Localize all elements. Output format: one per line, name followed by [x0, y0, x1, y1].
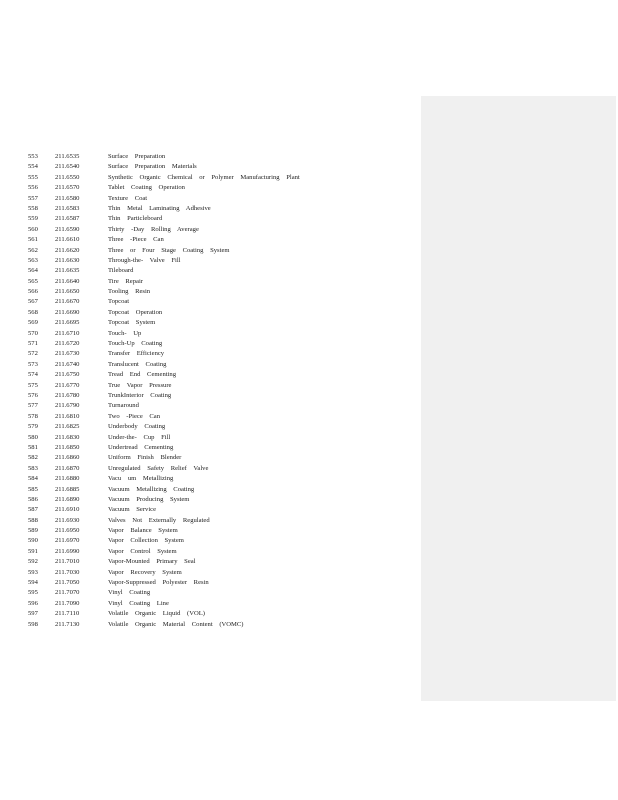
section-code: 211.6880 — [55, 475, 80, 483]
list-item — [0, 443, 420, 453]
defined-term: Vacuum Service — [108, 506, 157, 514]
list-item — [0, 412, 420, 422]
row-number: 582 — [28, 454, 38, 462]
defined-term: Texture Coat — [108, 194, 148, 202]
section-code: 211.6580 — [55, 194, 80, 202]
section-code: 211.6550 — [55, 173, 80, 181]
defined-term: Volatile Organic Liquid (VOL) — [108, 610, 205, 618]
defined-term: Tablet Coating Operation — [108, 184, 185, 192]
defined-term: Valves Not Externally Regulated — [108, 516, 210, 524]
section-code: 211.6695 — [55, 319, 80, 327]
row-number: 577 — [28, 402, 38, 410]
row-number: 555 — [28, 173, 38, 181]
row-number: 580 — [28, 433, 38, 441]
row-number: 597 — [28, 610, 38, 618]
section-code: 211.6720 — [55, 340, 80, 348]
defined-term: Undertread Cementing — [108, 443, 174, 451]
defined-term: Topcoat Operation — [108, 308, 163, 316]
defined-term: Vapor-Mounted Primary Seal — [108, 558, 196, 566]
defined-term: Vapor-Suppressed Polyester Resin — [108, 579, 209, 587]
row-number: 575 — [28, 381, 38, 389]
section-code: 211.6990 — [55, 547, 80, 555]
list-item — [0, 536, 420, 546]
section-code: 211.6540 — [55, 163, 80, 171]
list-item — [0, 391, 420, 401]
list-item — [0, 339, 420, 349]
row-number: 583 — [28, 464, 38, 472]
row-number: 558 — [28, 204, 38, 212]
list-item — [0, 422, 420, 432]
row-number: 567 — [28, 298, 38, 306]
list-item — [0, 516, 420, 526]
row-number: 562 — [28, 246, 38, 254]
defined-term: Vinyl Coating Line — [108, 599, 169, 607]
row-number: 553 — [28, 153, 38, 160]
list-item — [0, 152, 420, 162]
defined-term: Three -Piece Can — [108, 236, 164, 244]
defined-term: Topcoat — [108, 298, 130, 306]
list-item — [0, 329, 420, 339]
row-number: 579 — [28, 423, 38, 431]
section-code: 211.7090 — [55, 599, 80, 607]
row-number: 596 — [28, 599, 38, 607]
defined-term: Thirty -Day Rolling Average — [108, 225, 199, 233]
row-number: 576 — [28, 391, 38, 399]
list-item — [0, 433, 420, 443]
list-item — [0, 609, 420, 619]
section-code: 211.6740 — [55, 360, 80, 368]
defined-term: Transfer Efficiency — [108, 350, 165, 358]
defined-term: Topcoat System — [108, 319, 156, 327]
row-number: 584 — [28, 475, 38, 483]
section-code: 211.6583 — [55, 204, 80, 212]
section-code: 211.7050 — [55, 579, 80, 587]
defined-term: Unregulated Safety Relief Valve — [108, 464, 209, 472]
section-code: 211.6620 — [55, 246, 80, 254]
list-item — [0, 297, 420, 307]
list-item — [0, 318, 420, 328]
section-code: 211.6630 — [55, 256, 80, 264]
section-code: 211.6910 — [55, 506, 80, 514]
row-number: 588 — [28, 516, 38, 524]
section-code: 211.7010 — [55, 558, 80, 566]
row-number: 571 — [28, 340, 38, 348]
section-code: 211.6635 — [55, 267, 80, 275]
list-item — [0, 620, 420, 630]
row-number: 561 — [28, 236, 38, 244]
list-item — [0, 235, 420, 245]
list-item — [0, 381, 420, 391]
list-item — [0, 599, 420, 609]
row-number: 578 — [28, 412, 38, 420]
defined-term: Tooling Resin — [108, 288, 151, 296]
section-code: 211.6670 — [55, 298, 80, 306]
section-code: 211.6950 — [55, 527, 80, 535]
row-number: 587 — [28, 506, 38, 514]
section-code: 211.6570 — [55, 184, 80, 192]
list-item — [0, 401, 420, 411]
list-item — [0, 464, 420, 474]
defined-term: True Vapor Pressure — [108, 381, 172, 389]
section-code: 211.6690 — [55, 308, 80, 316]
list-item — [0, 505, 420, 515]
row-number: 591 — [28, 547, 38, 555]
defined-term: Synthetic Organic Chemical or Polymer Manufacturing Plant — [108, 173, 300, 181]
list-item — [0, 495, 420, 505]
list-item — [0, 246, 420, 256]
list-item — [0, 277, 420, 287]
section-code: 211.6590 — [55, 225, 80, 233]
section-code: 211.7070 — [55, 589, 80, 597]
list-item — [0, 308, 420, 318]
section-code: 211.6890 — [55, 495, 80, 503]
list-item — [0, 349, 420, 359]
defined-term: Three or Four Stage Coating System — [108, 246, 230, 254]
section-code: 211.6825 — [55, 423, 80, 431]
row-number: 581 — [28, 443, 38, 451]
section-code: 211.6850 — [55, 443, 80, 451]
row-number: 568 — [28, 308, 38, 316]
list-item — [0, 578, 420, 588]
row-number: 574 — [28, 371, 38, 379]
row-number: 572 — [28, 350, 38, 358]
list-item — [0, 183, 420, 193]
section-code: 211.6730 — [55, 350, 80, 358]
list-item — [0, 173, 420, 183]
row-number: 565 — [28, 277, 38, 285]
section-code: 211.6750 — [55, 371, 80, 379]
row-number: 560 — [28, 225, 38, 233]
row-number: 594 — [28, 579, 38, 587]
section-code: 211.6970 — [55, 537, 80, 545]
section-code: 211.6650 — [55, 288, 80, 296]
defined-term: Translucent Coating — [108, 360, 167, 368]
defined-term: Touch- Up — [108, 329, 142, 337]
list-item — [0, 474, 420, 484]
list-item — [0, 162, 420, 172]
row-number: 556 — [28, 184, 38, 192]
defined-term: Turnaround — [108, 402, 139, 410]
defined-term: Uniform Finish Blender — [108, 454, 182, 462]
row-number: 590 — [28, 537, 38, 545]
defined-term: Tileboard — [108, 267, 134, 275]
list-item — [0, 256, 420, 266]
section-code: 211.7110 — [55, 610, 80, 618]
defined-term: Thin Particleboard — [108, 215, 163, 223]
section-code: 211.6870 — [55, 464, 80, 472]
list-item — [0, 568, 420, 578]
section-code: 211.6770 — [55, 381, 80, 389]
row-number: 570 — [28, 329, 38, 337]
section-code: 211.6810 — [55, 412, 80, 420]
row-number: 559 — [28, 215, 38, 223]
list-item — [0, 547, 420, 557]
list-item — [0, 588, 420, 598]
defined-term: TrunkInterior Coating — [108, 391, 172, 399]
row-number: 589 — [28, 527, 38, 535]
list-item — [0, 225, 420, 235]
list-item — [0, 557, 420, 567]
defined-term: Vacuum Producing System — [108, 495, 190, 503]
defined-term: Under-the- Cup Fill — [108, 433, 171, 441]
list-item — [0, 287, 420, 297]
list-item — [0, 194, 420, 204]
defined-term: Volatile Organic Material Content (VOMC) — [108, 620, 244, 628]
row-number: 585 — [28, 485, 38, 493]
row-number: 557 — [28, 194, 38, 202]
defined-term: Underbody Coating — [108, 423, 166, 431]
row-number: 586 — [28, 495, 38, 503]
defined-term: Vapor Collection System — [108, 537, 184, 545]
list-item — [0, 214, 420, 224]
row-number: 566 — [28, 288, 38, 296]
definitions-list — [0, 152, 420, 630]
row-number: 563 — [28, 256, 38, 264]
defined-term: Tire Repair — [108, 277, 143, 285]
list-item — [0, 526, 420, 536]
list-item — [0, 360, 420, 370]
section-code: 211.6930 — [55, 516, 80, 524]
list-item — [0, 370, 420, 380]
section-code: 211.7130 — [55, 620, 80, 628]
defined-term: Vapor Recovery System — [108, 568, 182, 576]
row-number: 569 — [28, 319, 38, 327]
row-number: 592 — [28, 558, 38, 566]
defined-term: Vacu um Metallizing — [108, 475, 174, 483]
row-number: 595 — [28, 589, 38, 597]
defined-term: Two -Piece Can — [108, 412, 161, 420]
list-item — [0, 204, 420, 214]
section-code: 211.6830 — [55, 433, 80, 441]
section-code: 211.6640 — [55, 277, 80, 285]
section-code: 211.6790 — [55, 402, 80, 410]
defined-term: Thin Metal Laminating Adhesive — [108, 204, 211, 212]
section-code: 211.6780 — [55, 391, 80, 399]
section-code: 211.7030 — [55, 568, 80, 576]
list-item — [0, 453, 420, 463]
defined-term: Surface Preparation Materials — [108, 163, 197, 171]
defined-term: Vapor Control System — [108, 547, 177, 555]
row-number: 573 — [28, 360, 38, 368]
section-code: 211.6860 — [55, 454, 80, 462]
defined-term: Vinyl Coating — [108, 589, 151, 597]
defined-term: Touch-Up Coating — [108, 340, 163, 348]
section-code: 211.6535 — [55, 153, 80, 160]
row-number: 593 — [28, 568, 38, 576]
defined-term: Vacuum Metallizing Coating — [108, 485, 195, 493]
list-item — [0, 266, 420, 276]
section-code: 211.6710 — [55, 329, 80, 337]
defined-term: Surface Preparation — [108, 153, 166, 160]
list-item — [0, 485, 420, 495]
section-code: 211.6610 — [55, 236, 80, 244]
row-number: 598 — [28, 620, 38, 628]
defined-term: Vapor Balance System — [108, 527, 178, 535]
defined-term: Tread End Cementing — [108, 371, 176, 379]
row-number: 554 — [28, 163, 38, 171]
defined-term: Through-the- Valve Fill — [108, 256, 181, 264]
section-code: 211.6885 — [55, 485, 80, 493]
row-number: 564 — [28, 267, 38, 275]
comment-margin-panel — [421, 96, 616, 701]
section-code: 211.6587 — [55, 215, 80, 223]
